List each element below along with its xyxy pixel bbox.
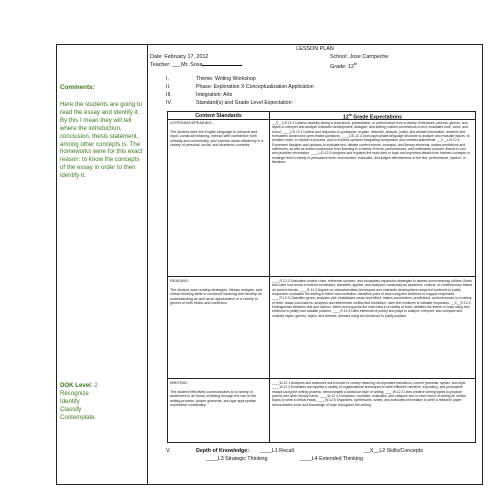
standards-table [167, 111, 476, 443]
teacher-text: Teacher: ___Mr. Sosa [150, 62, 203, 68]
teacher-field [150, 62, 242, 68]
outline-num: III. [166, 92, 172, 98]
dok-level-label: DOK Level [60, 382, 91, 389]
dok-item: Classify [60, 405, 82, 413]
outline-text: Integration: Arts [196, 92, 233, 98]
outline-text: Phase: Exploration X Conceptualization Application [196, 84, 314, 90]
outline-num: IV. [166, 100, 172, 106]
grade-field [330, 62, 357, 70]
dok-footer-l4: ____L4 Extended Thinking [300, 456, 363, 462]
standard-text: The student effectively communicates to a variety of audiences in all forms of writing through the use of the writing process, proper grammar, and age appropriate expressive vocabulary. [170, 389, 257, 407]
outline-num: II. [166, 84, 171, 90]
standard-text: The student uses reading strategies, literary analysis, and critical thinking skills to construct meaning and develop an understanding as well as an appreciation of a variety of genres of both fiction and nonfiction. [170, 287, 263, 305]
outline-item-4 [166, 100, 293, 106]
dok-item: Recognize [60, 389, 89, 397]
outline-num: I. [166, 76, 169, 82]
comments-body: Here the students are going to read the essay and identify it. By this I mean they will tell where the introduction, conclusion, thesis statement, among other concepts is. The homeworks were for this exact reason: to know the concepts of the essay in order to then identify it. [60, 101, 143, 180]
dok-level-block [60, 382, 144, 422]
lesson-plan-title: LESSON PLAN [296, 46, 334, 52]
standard-head: LISTENING/SPEAKING: [170, 120, 213, 125]
comments-column [56, 44, 147, 485]
expectations-cell-writing: ____W.12.1 Analyzes and assesses word choice to convey meaning; incorporates transitions, correct grammar, syntax, and style. ____W.12.2 Evaluates and applies a variety of organizational techniques to write effective narrative, expository, and persuasive essays using the writing process; demonstrates a particular style of writing. ____W.12.3 Uses creative writing styles to produce poems and other literary forms. ____W.12.4 Compares, contrasts, evaluates, and critiques two or more forms of writing on similar topics to write a critical essay. ____W.12.5 Organizes, synthesizes, writes, and evaluates information to write a research paper; demonstrates voice and knowledge of topic throughout the writing. [272, 381, 467, 407]
dok-footer-l3: ____L3 Strategic Thinking [206, 456, 268, 462]
dok-footer-label: Depth of Knowledge: [196, 448, 249, 454]
standard-cell-reading [170, 279, 267, 306]
expectations-cell-reading: ____R.12.1 Evaluates context clues, reference sources, and vocabulary expansion strategies to assess word meaning; utilizes Greek and Latin root words to extend vocabulary; classifies, applies, and analyzes vocabulary as academic, cultural, or contemporary based on current trends. ____R.12.2 Argues on characterization techniques and character development using text evidence to justify responses; evaluates the setting in fiction and nonfiction; classifies point of view using text evidence to support responses. ____R.12.3 Classifies genre; analyzes plot; establishes cause and effect; makes connections, predictions, and inferences in a variety of texts; draws conclusions; analyzes and determines conflict and resolution; uses text evidence to validate responses. __X__R.12.4 Distinguishes between fact and opinion, infers and supports the main idea in a variety of texts; debates the theme or topic using text evidence to justify and validate position. ____R.12.5 Uses elements of poetry and plays to analyze, interpret, and compare and contrast styles, genres, topics, and themes; debates using text evidence to justify position. [272, 279, 472, 318]
standard-cell-writing [170, 381, 267, 408]
grade-expectations-prefix: 12 [343, 114, 349, 121]
dok-level-line [60, 382, 144, 390]
content-standards-header: Content Standards [195, 112, 242, 119]
expectations-cell-listening: __X__L/S.12.1 Listens carefully during a read aloud, presentation, or performance from a variety of literature, periods, genres, and styles to interpret and analyze character development, dialogue, and setting; makes connections to text; evaluates tone, voice, and mood. ____L/S.12.2 Listens and responds to synthesize, explain, describe, analyze, justify, and debate information; answers and formulates closed and open-ended questions. ____L/S.12.3 Uses appropriate language structure to analyze and evaluate issues, to problem solve, to explain a process, and to express opinions integrating comparison and contrast statements. __X__L/S.12.4 Expresses thoughts and opinions to evaluate text, debate current events, concepts, and literary elements; makes predictions and inferences, as well as draws conclusions from listening to a variety of texts, performances, and multimedia sources; listens to sort and prioritize information. ____L/S.12.5 Analyzes and explains the main idea or topic and important details from learned concepts or readings from a variety of persuasive texts; summarizes; evaluates, and judges effectiveness of the text, performance, speech, or literature. [272, 121, 470, 165]
lesson-plan-main [147, 44, 483, 485]
grade-expectations-sup: th [348, 112, 352, 117]
grade-sup: th [353, 62, 358, 66]
dok-item: Contemplate. [60, 413, 97, 421]
school-field: School: Jose Campeche [330, 54, 389, 60]
row-divider [168, 276, 475, 277]
grade-text: Grade: 12 [330, 63, 354, 70]
table-column-divider [269, 112, 270, 442]
dok-footer-num: V. [166, 448, 171, 454]
dok-footer-l1: ____L1 Recall [260, 448, 294, 454]
outline-text: Standard(s) and Grade Level Expectation: [196, 100, 293, 106]
dok-item: Identify [60, 397, 80, 405]
outline-text: Theme: Writing Workshop [196, 76, 256, 82]
comments-title: Comments: [60, 84, 95, 91]
dok-level-value: : 2 [90, 382, 98, 389]
row-divider [168, 378, 475, 379]
date-field: Date: February 17, 2012 [150, 54, 209, 60]
teacher-underline [202, 65, 242, 66]
standard-text: The student uses the English language to interpret and input, construct meaning, interact with confidence both verbally and nonverbally, and express ideas effectively in a variety of personal, social, and academic contexts. [170, 129, 264, 147]
grade-expectations-suffix: Grade Expectations [351, 114, 402, 121]
standard-head: WRITING: [170, 380, 188, 385]
outline-item-1 [166, 76, 256, 82]
dok-footer-l2: __X__L2 Skills/Concepts [364, 448, 423, 454]
outline-item-2 [166, 84, 314, 90]
standard-head: READING: [170, 278, 189, 283]
table-header-row [168, 112, 475, 120]
grade-expectations-header [270, 113, 475, 121]
outline-item-3 [166, 92, 232, 98]
standard-cell-listening [170, 121, 267, 148]
